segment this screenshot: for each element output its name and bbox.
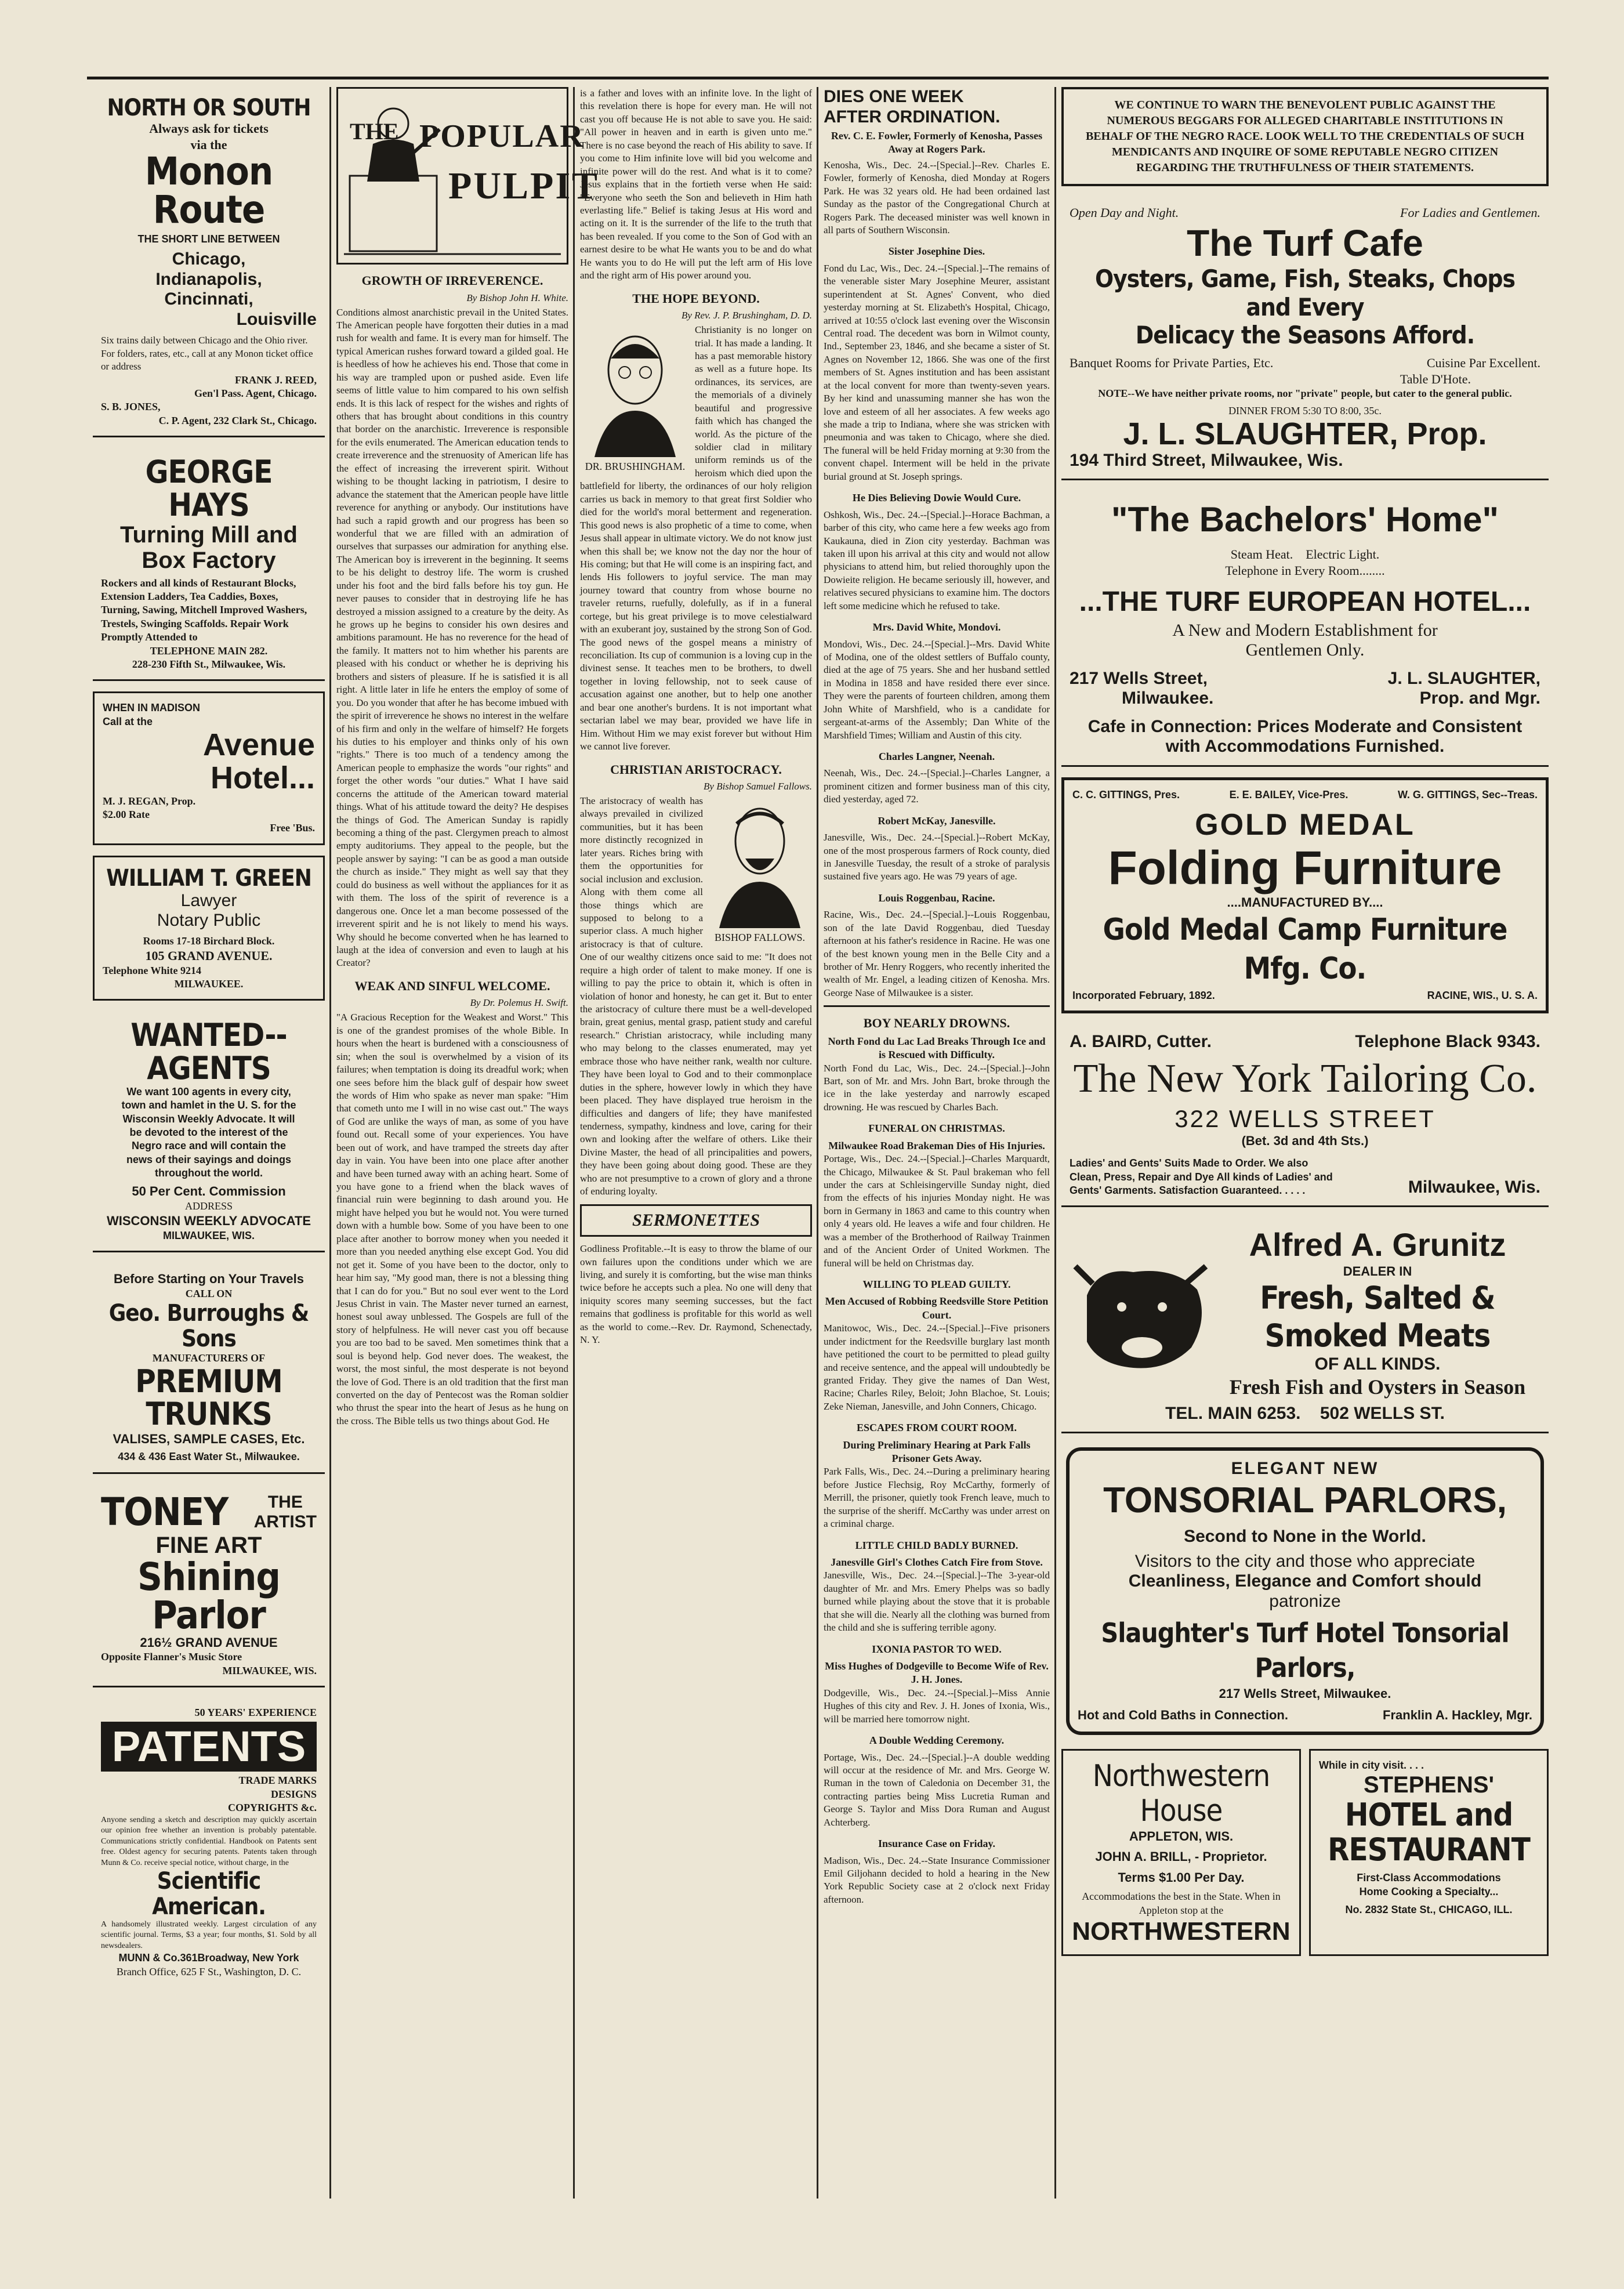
furniture-city: RACINE, WIS., U. S. A. xyxy=(1427,989,1538,1001)
toney-fine-art: FINE ART xyxy=(155,1532,262,1558)
article-body: Christianity is no longer on trial. It has made a landing. It has a past memorable history as well as a future hope. Its ordinances, its services, are the memorials of a divinely beautiful and progressive faith which has changed the world. As the picture of the soldier clad in military uniform reminds us of the heroism which died upon the battlefield for liberty, the ordinances of our holy religion carries us back in memory to that great first Soldier who died for the world's moral betterment and regeneration. This good news is also prophetic of a time to come, when Jesus shall appear in ultimate victory. We do not know just when this shall be; we know not the day nor the hour of His coming; but that He will come is an inspiring fact, and lends His followers to joyful service. The man may journey toward that country from whose bourne no traveler returns, ruefully, dolefully, as if in a funeral cortege, but his great privilege is to move celestialward with an exuberant joy, sustained by the strong Son of God. The good news of the gospel means a ministry of reconciliation. Its cup of communion is a loving cup in the divinest sense. It teaches men to be brothers, to dwell together in loving fellowship, not to seek cause of accusation against one another, but to help one another and bear one another's burdens. It is not important what sectarian label we may bear, provided we have life in Him. Without Him we may exist forever but without Him we cannot live forever. xyxy=(580,324,812,752)
hays-line2: Box Factory xyxy=(142,547,276,573)
stephens-hotel: HOTEL and RESTAURANT xyxy=(1328,1797,1530,1868)
toney-name: TONEY xyxy=(101,1490,229,1535)
column-5-ads xyxy=(1061,87,1549,2204)
stephens-hotel-ad xyxy=(1309,1749,1549,1956)
hays-name: GEORGE HAYS xyxy=(145,454,273,523)
bull-illustration xyxy=(1070,1243,1215,1382)
article-byline: By Bishop Samuel Fallows. xyxy=(704,781,812,792)
column-4-news xyxy=(824,87,1050,2204)
grunitz-dealer: DEALER IN xyxy=(1343,1264,1412,1279)
patents-title: PATENTS xyxy=(101,1722,317,1772)
tonsorial-hotel: Slaughter's Turf Hotel Tonsorial Parlors, xyxy=(1101,1617,1509,1684)
stephens-first: First-Class Accommodations xyxy=(1357,1872,1501,1884)
bachelors-cafe2: with Accommodations Furnished. xyxy=(1165,737,1445,756)
monon-city: Chicago, xyxy=(172,249,246,269)
furniture-inc: Incorporated February, 1892. xyxy=(1072,989,1215,1001)
column-rule xyxy=(1054,87,1056,2199)
popular-pulpit-masthead xyxy=(336,87,600,265)
news-subhead: North Fond du Lac Lad Breaks Through Ice and is Rescued with Difficulty. xyxy=(828,1035,1046,1061)
tonsorial-elegant: ELEGANT NEW xyxy=(1231,1459,1379,1479)
patents-copy: COPYRIGHTS &c. xyxy=(228,1802,317,1814)
news-body: Fond du Lac, Wis., Dec. 24.--[Special.]--The remains of the venerable sister Mary Josephine Meurer, assistant superintendent at St. Agnes' Convent, who died yesterday morning at St. Elizabeth's Hospital, Chicago, arrived at 10:55 o'clock last evening over the Wisconsin Central road. The decedent was born in Wilmot county, Ind., September 23, 1846, and she became a sister of St. Agnes on November 12, 1866. She was one of the first members of St. Agnes institution and has been assistant at the local convent for more than twenty-seven years. By her kind and unassuming manner she has won the love and esteem of all her associates. A few weeks ago she made a trip to Indiana, where she was stricken with pneumonia and was taken to Chicago, where she died. The funeral will be held Friday morning at 9:30 from the convent chapel. Interment will be held in the private burial ground at St. Joseph springs. xyxy=(824,262,1050,482)
tailor-phone: Telephone Black 9343. xyxy=(1355,1032,1540,1052)
monon-city: Indianapolis, xyxy=(155,269,262,289)
monon-sub: THE SHORT LINE BETWEEN xyxy=(137,233,280,245)
burroughs-product: PREMIUM TRUNKS xyxy=(135,1363,282,1433)
avenue-bus: Free 'Bus. xyxy=(270,822,315,834)
portrait-caption: BISHOP FALLOWS. xyxy=(714,932,805,943)
grunitz-address: 502 WELLS ST. xyxy=(1320,1403,1445,1423)
northwestern-accom: Accommodations the best in the State. When in Appleton stop at the xyxy=(1082,1890,1281,1916)
burroughs-line2: CALL ON xyxy=(185,1287,233,1299)
turf-cuisine: Cuisine Par Excellent. xyxy=(1426,356,1540,371)
george-hays-ad xyxy=(93,448,325,681)
bachelors-cafe1: Cafe in Connection: Prices Moderate and Consistent xyxy=(1088,716,1522,736)
article-body: "A Gracious Reception for the Weakest and Worst." This is one of the grandest promises of the whole Bible. In hours when the heart is burdened with a consciousness of sin; when the soul is overwhelmed by a vision of its failures; when temptation is doing its dreadful work; when one sees before him the black gulf of despair how sweet the words of Him who spake as never man spake: "Him that cometh unto me I will in no wise cast out." The ways of God are unlike the ways of man, as some of you have found out. Recall some of your experiences. You have been out of work, and have tramped the streets day after day in vain. You have been into one place after another and have been turned away with an aching heart. Some of you have gone to a friend when the black waves of financial ruin were beginning to dash around you. He might have helped you but he would not. You were turned down with a humble bow. Some of you have been to one place after another to borrow money when you needed it more than you needed anything else except God. You did not get it. Some of you have been to the doctor, only to hear him say, "My good man, there is not a blessing thing that I can do for you." But no soul ever went to the Lord Jesus Christ in vain. The Master never turned an earnest, honest soul away unblessed. The Gospels are full of the story of helpfulness. He will never cast you off because you are too bad to be saved. Men sometimes think that a soul is beyond help. God never does. The weakest, the worst, the most sinful, the most desperate is not beyond the love of God. There is an old tradition that the first man converted on the day of Pentecost was the Roman soldier who thrust the spear into the heart of Jesus as he hung on the cross. The Bible tells us two things about God. He xyxy=(336,1012,568,1426)
burroughs-product2: VALISES, SAMPLE CASES, Etc. xyxy=(113,1431,305,1446)
northwestern-city: APPLETON, WIS. xyxy=(1129,1828,1234,1843)
bachelors-addr2: Milwaukee. xyxy=(1122,689,1214,708)
news-body: Portage, Wis., Dec. 24.--[Special.]--Charles Marquardt, the Chicago, Milwaukee & St. Paul brakeman who fell under the cars at Schleisingerville Sunday night, died from the effects of his injuries Monday night. He was born in Germany in 1863 and came to this country when only 4 years old. He leaves a wife and four children. He was a member of the Brotherhood of Railway Trainmen and of the Ancient Order of United Workmen. The funeral will be held on Christmas day. xyxy=(824,1153,1050,1269)
turf-address: 194 Third Street, Milwaukee, Wis. xyxy=(1070,450,1343,470)
article-title: THE HOPE BEYOND. xyxy=(632,291,760,306)
burroughs-sub: MANUFACTURERS OF xyxy=(152,1352,266,1364)
grunitz-name: Alfred A. Grunitz xyxy=(1249,1226,1506,1263)
article-byline: By Rev. J. P. Brushingham, D. D. xyxy=(681,310,812,321)
news-body: Park Falls, Wis., Dec. 24.--During a preliminary hearing before Justice Flechsig, Roy McCarthy, formerly of Merrill, the prisoner, quietly took French leave, much to the surprise of the sheriff. McCarthy was under arrest on a criminal charge. xyxy=(824,1466,1050,1530)
masthead-popular: POPULAR xyxy=(419,118,585,154)
article-body: is a father and loves with an infinite love. In the light of this revelation there is hope for every man. He will not cast you off because He is not able to save you. He said: "All power in heaven and in earth is given unto me." There is no case beyond the reach of His ability to save. If you come to Him infinite love will bid you welcome and infinite power will do the rest. And what is it to come? Jesus explains that in the fortieth verse when He said: "Everyone who seeth the Son and believeth in Him hath everlasting life." Belief is taking Jesus at His word and acting on it. It is the surrender of the life to the truth that has been revealed. If you come to the Son of God with an earnest desire to be what He wants you to be and do what He wants you to do He will put the left arm of His love and the right arm of His power around you. xyxy=(580,88,812,281)
warning-text: WE CONTINUE TO WARN THE BENEVOLENT PUBLIC AGAINST THE NUMEROUS BEGGARS FOR ALLEGED CHARITABLE INSTITUTIONS IN BEHALF OF THE NEGRO RACE. LOOK WELL TO THE CREDENTIALS OF SUCH MENDICANTS AND INQUIRE OF SOME REPUTABLE NEGRO CITIZEN REGARDING THE TRUTHFULNESS OF THEIR STATEMENTS. xyxy=(1085,99,1525,174)
news-body: Manitowoc, Wis., Dec. 24.--[Special.]--Five prisoners under indictment for the Reedsville burglary last month have petitioned the court to be permitted to plead guilty and receive sentence, and the appeal will undoubtedly be granted Friday. They give the names of Dan West, Racine; Charles Riley, Beloit; John Blachoe, St. Louis; Zeke Nieman, Janesville, and John Conners, Chicago. xyxy=(824,1323,1050,1412)
patents-marks: TRADE MARKS xyxy=(238,1774,317,1787)
avenue-top: WHEN IN MADISON xyxy=(103,702,200,714)
bachelors-prop2: Prop. and Mgr. xyxy=(1419,689,1540,708)
news-body: Dodgeville, Wis., Dec. 24.--[Special.]--Miss Annie Hughes of this city and Rev. J. H. Jones of Ixonia, Wis., will be married here tomorrow night. xyxy=(824,1687,1050,1725)
news-body: Oshkosh, Wis., Dec. 24.--[Special.]--Horace Bachman, a barber of this city, who came here a few weeks ago from Kaukauna, died in Zion city yesterday. Bachman was taken ill upon his arrival at this city and would not allow physicians to attend him, but relied thoroughly upon the Dowieite religion. He became seriously ill, however, and relatives secured physicians to examine him. The doctors left some medicine which he refused to take. xyxy=(824,509,1050,611)
bachelors-name: "The Bachelors' Home" xyxy=(1111,500,1499,539)
burroughs-name: Geo. Burroughs & Sons xyxy=(108,1300,309,1353)
column-rule xyxy=(329,87,331,2199)
sermonettes-body: Godliness Profitable.--It is easy to throw the blame of our own failures upon the conditions under which we are living, and surely it is comforting, but the wise man thinks twice before he accepts such a plea. No one will deny that iniquity scores many seeming successes, but the fact remains that godliness is profitable for this world as well as the world to come.--Rev. Dr. Raymond, Schenectady, N. Y. xyxy=(580,1243,812,1346)
furniture-vice: E. E. BAILEY, Vice-Pres. xyxy=(1229,788,1348,801)
burroughs-trunks-ad xyxy=(93,1263,325,1474)
news-body: Mondovi, Wis., Dec. 24.--[Special.]--Mrs. David White of Modina, one of the oldest settlers of Buffalo county, died at the age of 75 years. She and her husband settled in Modina in 1858 and have resided there ever since. They were the parents of fourteen children, among them John White of Marshfield, who is a candidate for sergeant-at-arms of the Assembly; Dan White of the Marshfield Times; William and Austin of this city. xyxy=(824,638,1050,741)
turf-open: Open Day and Night. xyxy=(1070,205,1179,220)
article-byline: By Dr. Polemus H. Swift. xyxy=(470,997,568,1009)
green-title1: Lawyer xyxy=(180,890,237,910)
monon-agent2-name: S. B. JONES, xyxy=(101,401,161,413)
patents-branch: Branch Office, 625 F St., Washington, D. C. xyxy=(116,1965,302,1977)
hays-phone: TELEPHONE MAIN 282. xyxy=(150,644,268,657)
column-2-pulpit xyxy=(336,87,600,2204)
tonsorial-mgr: Franklin A. Hackley, Mgr. xyxy=(1383,1708,1532,1723)
monon-agent1-name: FRANK J. REED, xyxy=(234,374,317,386)
wanted-agents-ad xyxy=(93,1011,325,1252)
agents-body: We want 100 agents in every city, town and hamlet in the U. S. for the Wisconsin Weekly Advocate. It will be devoted to the interest of the Negro race and will contain the news of their sayings and doings throughout the world. xyxy=(121,1085,296,1179)
masthead-the: THE xyxy=(350,118,399,144)
northwestern-house-ad xyxy=(1061,1749,1301,1956)
avenue-rate: $2.00 Rate xyxy=(103,808,150,820)
green-phone: Telephone White 9214 xyxy=(103,964,202,976)
stephens-name: STEPHENS' xyxy=(1363,1772,1495,1798)
tonsorial-address: 217 Wells Street, Milwaukee. xyxy=(1219,1686,1391,1701)
divider xyxy=(824,1005,1050,1007)
tonsorial-visitors: Visitors to the city and those who appreciate xyxy=(1134,1551,1476,1571)
avenue-name1: Avenue xyxy=(202,727,315,763)
tailor-between: (Bet. 3d and 4th Sts.) xyxy=(1241,1133,1369,1148)
portrait-illustration xyxy=(710,795,809,928)
masthead-pulpit: PULPIT xyxy=(448,165,600,207)
turf-name: The Turf Cafe xyxy=(1187,222,1423,264)
article-title: WEAK AND SINFUL WELCOME. xyxy=(354,978,550,993)
monon-line2: via the xyxy=(190,137,227,152)
toney-city: MILWAUKEE, WIS. xyxy=(222,1664,317,1676)
avenue-hotel-ad xyxy=(93,691,325,845)
grunitz-fish: Fresh Fish and Oysters in Season xyxy=(1229,1375,1526,1399)
news-headline: AFTER ORDINATION. xyxy=(824,107,1000,126)
agents-title: WANTED--AGENTS xyxy=(130,1017,287,1087)
news-headline: IXONIA PASTOR TO WED. xyxy=(872,1643,1002,1655)
monon-route-ad xyxy=(93,87,325,437)
top-rule xyxy=(87,77,1549,79)
patents-body2: A handsomely illustrated weekly. Largest circulation of any scientific journal. Terms, $3 a year; four months, $1. Sold by all newsdealers. xyxy=(101,1920,317,1950)
toney-opp: Opposite Flanner's Music Store xyxy=(101,1651,242,1663)
article-byline: By Bishop John H. White. xyxy=(466,292,568,303)
tonsorial-second: Second to None in the World. xyxy=(1184,1527,1426,1546)
column-3-pulpit xyxy=(580,87,812,2204)
portrait-illustration xyxy=(583,324,687,457)
monon-kicker: NORTH OR SOUTH xyxy=(107,95,311,121)
toney-artist: ARTIST xyxy=(253,1512,317,1532)
tailor-cutter: A. BAIRD, Cutter. xyxy=(1070,1032,1212,1052)
news-headline: DIES ONE WEEK xyxy=(824,87,964,106)
gold-medal-furniture-ad xyxy=(1061,777,1549,1014)
news-subhead: Mrs. David White, Mondovi. xyxy=(872,621,1001,633)
toney-shining-ad xyxy=(93,1484,325,1687)
bachelors-phone: Telephone in Every Room........ xyxy=(1225,563,1385,578)
turf-for: For Ladies and Gentlemen. xyxy=(1400,205,1540,220)
portrait-fallows xyxy=(708,795,812,944)
furniture-company: Gold Medal Camp Furniture Mfg. Co. xyxy=(1103,912,1507,987)
william-green-ad xyxy=(93,856,325,1001)
tonsorial-patronize: patronize xyxy=(1269,1591,1341,1611)
monon-line1: Always ask for tickets xyxy=(149,121,269,136)
burroughs-address: 434 & 436 East Water St., Milwaukee. xyxy=(118,1451,300,1463)
toney-shining: Shining Parlor xyxy=(137,1554,280,1638)
green-name: WILLIAM T. GREEN xyxy=(106,864,311,892)
northwestern-bottom: NORTHWESTERN xyxy=(1072,1917,1290,1946)
tailor-name: The New York Tailoring Co. xyxy=(1073,1056,1537,1101)
news-headline: BOY NEARLY DROWNS. xyxy=(863,1016,1010,1031)
news-subhead: Insurance Case on Friday. xyxy=(878,1838,996,1850)
toney-address: 216½ GRAND AVENUE xyxy=(140,1635,278,1650)
news-headline: ESCAPES FROM COURT ROOM. xyxy=(856,1422,1017,1434)
tonsorial-cleanliness: Cleanliness, Elegance and Comfort should xyxy=(1128,1571,1482,1591)
news-body: Janesville, Wis., Dec. 24.--[Special.]--The 3-year-old daughter of Mr. and Mrs. Emery Phelps was so badly burned while playing about the stove that it is probable that she will die. Nearly all the clothing was burned from the child and she is suffering terrible agony. xyxy=(824,1570,1050,1634)
patents-firm: MUNN & Co.361Broadway, New York xyxy=(118,1952,299,1964)
tailor-street: 322 WELLS STREET xyxy=(1174,1104,1436,1132)
monon-agent2-title: C. P. Agent, 232 Clark St., Chicago. xyxy=(158,414,317,426)
news-subhead: He Dies Believing Dowie Would Cure. xyxy=(852,492,1021,504)
stephens-address: No. 2832 State St., CHICAGO, ILL. xyxy=(1345,1903,1513,1915)
bachelors-electric: Electric Light. xyxy=(1306,547,1380,562)
bachelors-desc1: A New and Modern Establishment for xyxy=(1172,620,1438,640)
news-subhead: Milwaukee Road Brakeman Dies of His Injuries. xyxy=(828,1139,1045,1151)
tailor-city: Milwaukee, Wis. xyxy=(1408,1177,1540,1197)
news-subhead: Rev. C. E. Fowler, Formerly of Kenosha, Passes Away at Rogers Park. xyxy=(831,130,1043,155)
turf-table: Table D'Hote. xyxy=(1400,371,1471,386)
green-city: MILWAUKEE. xyxy=(174,977,244,990)
article-body: The aristocracy of wealth has always prevailed in civilized communities, but it has been more distinctly recognized in later years. Riches bring with them the opportunities for social inclusion and exclusion. Along with them come all those things which are supposed to belong to a superior class. A much higher aristocracy is that of culture. One of our wealthy citizens once said to me: "It does not require a high order of talent to make money. If one is willing to pay the price to obtain it, which is often in violation of honor and honesty, he can get it. But to enter the aristocracy of culture there must be a well-developed brain, great genius, mental grasp, patient study and careful research." Christian aristocracy, while including many who may belong to the classes enumerated, may yet embrace those who have neither rank, wealth nor culture. They have been loyal to God and to their commonplace duties in the sphere, however lowly in which they have been placed. They have displayed true heroism in the difficulties and dangers of life; they have manifested tenderness, sympathy, kindness and love, caring for their own and looking after the welfare of others. Like their Divine Master, the head of all principalities and powers, they have been going about doing good. These are they who are not presumptive to a crown of glory and a throne of enduring loyalty. xyxy=(580,795,812,1197)
column-1-ads xyxy=(93,87,325,2204)
stephens-home: Home Cooking a Specialty... xyxy=(1359,1885,1499,1897)
avenue-prop: M. J. REGAN, Prop. xyxy=(103,795,196,807)
furniture-gold: GOLD MEDAL xyxy=(1195,807,1415,842)
news-body: Kenosha, Wis., Dec. 24.--[Special.]--Rev. Charles E. Fowler, formerly of Kenosha, died Monday at Rogers Park. He was 32 years old. He had been ordained last Sunday as the pastor of the Congregational Church at Rogers Park. The deceased minister was well known in all parts of Southern Wisconsin. xyxy=(824,159,1050,236)
furniture-folding: Folding Furniture xyxy=(1108,841,1502,894)
turf-line2: Delicacy the Seasons Afford. xyxy=(1135,320,1475,349)
article-title: CHRISTIAN ARISTOCRACY. xyxy=(610,762,782,777)
agents-paper: WISCONSIN WEEKLY ADVOCATE xyxy=(106,1214,311,1229)
grunitz-meats-ad xyxy=(1061,1218,1549,1433)
avenue-name2: Hotel... xyxy=(210,760,315,795)
news-body: Madison, Wis., Dec. 24.--State Insurance Commissioner Emil Giljohann decided to hold a hearing in the New York Republic Society case at 2 o'clock next Friday afternoon. xyxy=(824,1855,1050,1905)
news-subhead: During Preliminary Hearing at Park Falls Prisoner Gets Away. xyxy=(843,1439,1031,1465)
new-york-tailoring-ad xyxy=(1061,1024,1549,1207)
beggars-warning-notice xyxy=(1061,87,1549,186)
portrait-caption: DR. BRUSHINGHAM. xyxy=(585,461,686,473)
news-headline: LITTLE CHILD BADLY BURNED. xyxy=(855,1539,1018,1551)
monon-title: Monon Route xyxy=(144,149,273,232)
hays-address: 228-230 Fifth St., Milwaukee, Wis. xyxy=(132,658,286,670)
news-body: Janesville, Wis., Dec. 24.--[Special.]--Robert McKay, one of the most prosperous farmers of Rock county, died in Janesville Tuesday, the result of a stroke of paralysis sustained five years ago. He was 79 years of age. xyxy=(824,832,1050,882)
grunitz-meats: Fresh, Salted & Smoked Meats xyxy=(1260,1279,1495,1354)
news-headline: FUNERAL ON CHRISTMAS. xyxy=(868,1122,1005,1135)
turf-line1: Oysters, Game, Fish, Steaks, Chops and Every xyxy=(1095,265,1515,321)
turf-note: NOTE--We have neither private rooms, nor "private" people, but cater to the general public. xyxy=(1098,387,1512,400)
northwestern-name: Northwestern House xyxy=(1092,1758,1270,1828)
sermonettes-title: SERMONETTES xyxy=(632,1210,760,1230)
article-title: GROWTH OF IRREVERENCE. xyxy=(361,273,543,288)
monon-agent1-title: Gen'l Pass. Agent, Chicago. xyxy=(194,387,317,400)
news-subhead: Men Accused of Robbing Reedsville Store Petition Court. xyxy=(825,1295,1049,1321)
turf-prop: J. L. SLAUGHTER, Prop. xyxy=(1123,416,1487,451)
patents-body: Anyone sending a sketch and description may quickly ascertain our opinion free whether an invention is probably patentable. Communications strictly confidential. Handbook on Patents sent free. Oldest agency for securing patents. Patents taken through Munn & Co. receive special notice, without charge, in the xyxy=(101,1815,317,1867)
monon-body: Six trains daily between Chicago and the Ohio river. For folders, rates, etc., call at any Monon ticket office or address xyxy=(101,335,313,372)
news-subhead: Charles Langner, Neenah. xyxy=(878,751,995,763)
turf-dinner: DINNER FROM 5:30 TO 8:00, 35c. xyxy=(1228,404,1382,416)
agents-city: MILWAUKEE, WIS. xyxy=(162,1229,255,1241)
bachelors-hotel: ...THE TURF EUROPEAN HOTEL... xyxy=(1079,586,1531,618)
tonsorial-baths: Hot and Cold Baths in Connection. xyxy=(1078,1708,1288,1723)
grunitz-tel: TEL. MAIN 6253. xyxy=(1165,1403,1301,1423)
news-subhead: Louis Roggenbau, Racine. xyxy=(878,892,995,904)
patents-years: 50 YEARS' EXPERIENCE xyxy=(194,1707,317,1719)
tonsorial-parlors-ad xyxy=(1066,1447,1544,1734)
news-subhead: Miss Hughes of Dodgeville to Become Wife of Rev. J. H. Jones. xyxy=(825,1660,1049,1686)
column-rule xyxy=(573,87,575,2199)
furniture-pres: C. C. GITTINGS, Pres. xyxy=(1072,788,1180,801)
agents-commission: 50 Per Cent. Commission xyxy=(132,1184,286,1199)
news-body: North Fond du Lac, Wis., Dec. 24.--[Special.]--John Bart, son of Mr. and Mrs. John Bart, broke through the ice in the lake yesterday and narrowly escaped drowning. He was rescued by Charles Bach. xyxy=(824,1062,1050,1113)
hays-line1: Turning Mill and xyxy=(120,521,298,548)
news-subhead: Robert McKay, Janesville. xyxy=(878,814,996,827)
tailor-body: Ladies' and Gents' Suits Made to Order. We also Clean, Press, Repair and Dye All kinds of Ladies' and Gents' Garments. Satisfaction Guaranteed. . . . . xyxy=(1070,1157,1333,1196)
sermonettes-box xyxy=(580,1204,812,1237)
stephens-while: While in city visit. . . . xyxy=(1319,1759,1424,1771)
furniture-mfd: ....MANUFACTURED BY.... xyxy=(1227,895,1383,910)
furniture-sec: W. G. GITTINGS, Sec--Treas. xyxy=(1397,788,1538,801)
patents-ad xyxy=(93,1698,325,1987)
news-headline: WILLING TO PLEAD GUILTY. xyxy=(862,1278,1011,1291)
monon-city: Cincinnati, xyxy=(164,289,253,309)
news-body: Portage, Wis., Dec. 24.--[Special.]--A double wedding will occur at the residence of Mr. and Mrs. George W. Ruman in the town of Caledonia on December 31, the contracting parties being Miss Lucretia Ruman and George S. Taylor and Miss Dora Ruman and August Achterberg. xyxy=(824,1751,1050,1828)
news-subhead: Sister Josephine Dies. xyxy=(888,245,985,258)
news-body: Racine, Wis., Dec. 24.--[Special.]--Louis Roggenbau, son of the late David Roggenbau, died Tuesday afternoon at his father's residence in Racine. He was one of the best known young men in the Belle City and a brother of Mr. Henry Roggers, who recently inherited the wealth of Mr. Engel, a leading citizen of Kenosha. Mrs. George Nase of Milwaukee is a sister. xyxy=(824,909,1050,998)
green-rooms: Rooms 17-18 Birchard Block. xyxy=(143,935,275,947)
burroughs-line1: Before Starting on Your Travels xyxy=(113,1272,304,1287)
bachelors-steam: Steam Heat. xyxy=(1230,547,1293,562)
portrait-brushingham xyxy=(580,324,690,473)
news-subhead: A Double Wedding Ceremony. xyxy=(869,1734,1005,1747)
avenue-top2: Call at the xyxy=(103,715,153,727)
patents-designs: DESIGNS xyxy=(270,1788,317,1800)
tonsorial-name: TONSORIAL PARLORS, xyxy=(1103,1480,1507,1520)
bachelors-prop1: J. L. SLAUGHTER, xyxy=(1387,668,1540,688)
news-subhead: Janesville Girl's Clothes Catch Fire from Stove. xyxy=(831,1556,1043,1569)
bottom-hotel-ads xyxy=(1061,1749,1549,1966)
agents-address-label: ADDRESS xyxy=(184,1200,233,1212)
news-body: Neenah, Wis., Dec. 24.--[Special.]--Charles Langner, a prominent citizen and former business man of this city, died yesterday, aged 72. xyxy=(824,767,1050,805)
column-rule xyxy=(817,87,818,2199)
toney-the: THE xyxy=(267,1492,303,1512)
turf-banquet: Banquet Rooms for Private Parties, Etc. xyxy=(1070,356,1274,371)
bachelors-addr1: 217 Wells Street, xyxy=(1070,668,1208,688)
northwestern-prop: JOHN A. BRILL, - Proprietor. xyxy=(1095,1849,1267,1864)
northwestern-terms: Terms $1.00 Per Day. xyxy=(1118,1870,1245,1885)
hays-body: Rockers and all kinds of Restaurant Blocks, Extension Ladders, Tea Caddies, Boxes, Turning, Sawing, Mitchell Improved Washers, Trestels, Swinging Scaffolds. Repair Work Promptly Attended to xyxy=(101,577,307,643)
monon-city: Louisville xyxy=(236,309,317,329)
turf-cafe-ad xyxy=(1061,197,1549,480)
bachelors-home-ad xyxy=(1061,491,1549,766)
bachelors-desc2: Gentlemen Only. xyxy=(1245,640,1365,660)
green-title2: Notary Public xyxy=(157,911,261,930)
grunitz-kinds: OF ALL KINDS. xyxy=(1314,1354,1441,1374)
green-street: 105 GRAND AVENUE. xyxy=(145,948,273,964)
article-body: Conditions almost anarchistic prevail in the United States. The American people have forgotten their duties in a mad rush for wealth and fame. It is every man for himself. The typical American rushes forward toward a gilded goal. He is heedless of how he achieves his end. Those that come in his way are trampled upon or pushed aside. Even life seems of little value to him compared to his own selfish ends. It is this lack of respect for the wishes and rights of others that has brought about conditions in this country that border on the anarchistic. Irreverence is responsible for the evils enumerated. The American education tends to create irreverence and the strenuosity of American life has the effect of increasing the irreverent spirit. Without wishing to be thought lacking in patriotism, I desire to advance the statement that the American people have little reverence for anything or anybody. Our institutions have had such a rapid growth and our progress has been so wonderful that we are filled with an admiration of ourselves that surpasses our admiration for anything else. The American boy is irreverent in the beginning. It seems to be his delight to destroy life. The worm is crushed under his foot and the bird falls before his toy gun. He never pauses to consider that in destroying life he has destroyed a mission assigned to a creature by the deity. As he grows up he begins to consider his own desires and ambitions paramount. He has no reverence for the head of the family. It matters not to him whether his parents are pleased with his conduct or whether he is depriving his brothers and sisters of pleasure. If he is satisfied it is all right. A little later in life he enters the employ of some of you. Do you wonder that after he has become imbued with the spirit of irreverence he shows no interest in the welfare of his firm and only in the welfare of himself? He forgets his duties to his employer and thinks only of his own "rights." There is too much of a tendency among the American people to emphasize the words "our rights" and forget the other words "our duties." What I have said concerns the attitude of the American toward material things. What of his attitude toward the deity? He despises the things of God. The American Sunday is rapidly becoming a thing of the past. Clergymen preach to almost empty auditoriums. They appeal to the people, but the people answer by saying: "I can be as good a man outside the church as inside." They might as well say that they could do business as well without the appliances for it as with them. The loss of the spirit of reverence is a dangerous one. Once let a man become possessed of the irreverent spirit and he is not likely to mend his ways. Why should he become converted when he has learned to laugh at the idea of conversion and even to laugh at his Creator? xyxy=(336,306,568,969)
patents-paper: Scientific American. xyxy=(152,1868,266,1920)
